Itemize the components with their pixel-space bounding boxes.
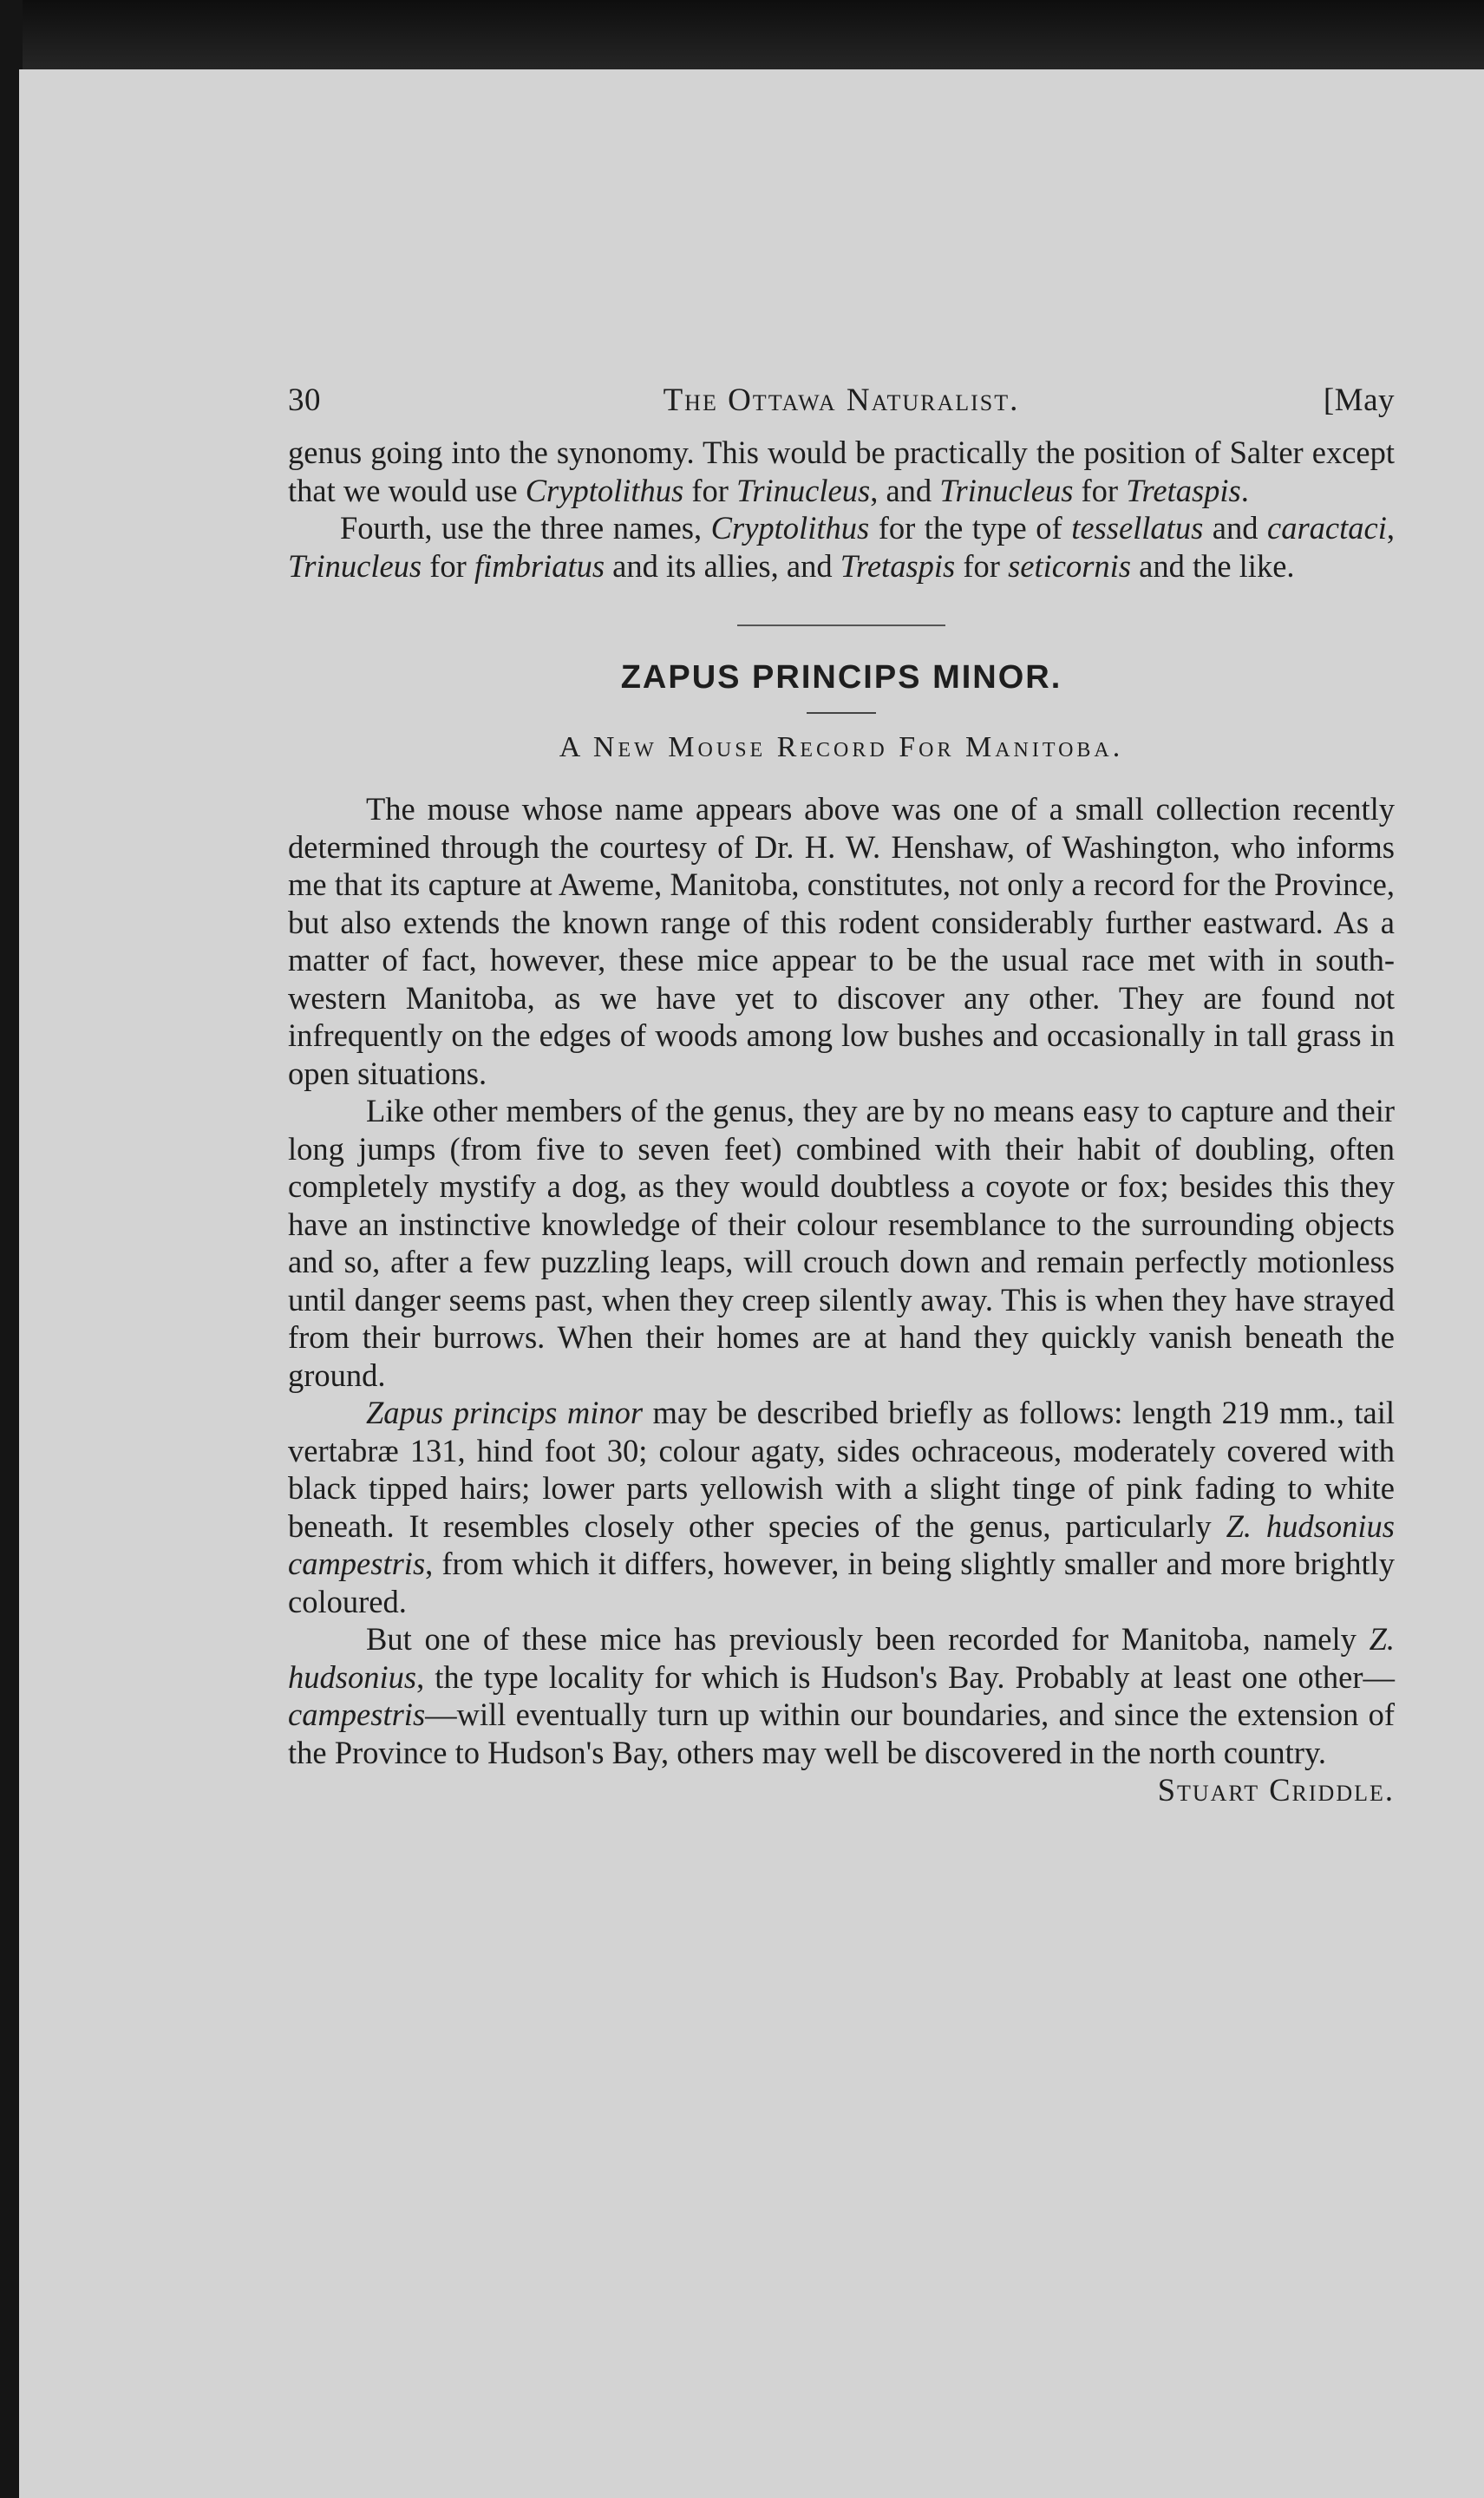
author-signature: Stuart Criddle. [1157,1772,1395,1808]
article-subtitle: A New Mouse Record For Manitoba. [559,731,1124,763]
running-head [288,382,1395,434]
section-divider [737,624,945,626]
article-title: ZAPUS PRINCIPS MINOR. [620,659,1062,696]
prev-article-paragraph-2: Fourth, use the three names, Cryptolithus for the type of tessellatus and caractaci, Trinucleus for fimbriatus and its allies, and Tretaspis for seticornis and the like. [288,510,1395,584]
page-text [288,382,1395,1809]
issue-month: [May [1323,383,1395,418]
page-number: 30 [288,383,321,418]
book-page [19,69,1484,2498]
article-paragraph-1: The mouse whose name appears above was one of a small collection recently determined through the courtesy of Dr. H. W. Henshaw, of Washington, who informs me that its capture at Aweme, Manitoba, constitutes, not only a record for the Province, but also extends the known range of this rodent considerably further eastward. As a matter of fact, however, these mice appear to be the usual race met with in south-western Manitoba, as we have yet to discover any other. They are found not infrequently on the edges of woods among low bushes and occasionally in tall grass in open situations. [288,791,1395,1091]
journal-title: The Ottawa Naturalist. [663,383,1020,418]
article-paragraph-2: Like other members of the genus, they are by no means easy to capture and their long jumps (from five to seven feet) combined with their habit of doubling, often completely mystify a dog, as they would doubtless a coyote or fox; besides this they have an instinctive knowledge of their colour resemblance to the surrounding objects and so, after a few puzzling leaps, will crouch down and remain perfectly motionless until danger seems past, when they creep silently away. This is when they have strayed from their burrows. When their homes are at hand they quickly vanish beneath the ground. [288,1093,1395,1393]
prev-article-paragraph-1: genus going into the synonomy. This would be practically the position of Salter except that we would use Cryptolithus for Trinucleus, and Trinucleus for Tretaspis. [288,435,1395,508]
article-paragraph-3: Zapus princips minor may be described briefly as follows: length 219 mm., tail vertabræ 131, hind foot 30; colour agaty, sides ochraceous, moderately covered with black tipped hairs; lower parts yellowish with a slight tinge of pink fading to white beneath. It resembles closely other species of the genus, particularly Z. hudsonius campestris, from which it differs, however, in being slightly smaller and more brightly coloured. [288,1395,1395,1619]
article-paragraph-4: But one of these mice has previously been recorded for Manitoba, namely Z. hudsonius, the type locality for which is Hudson's Bay. Probably at least one other—campestris—will eventually turn up within our boundaries, and since the extension of the Province to Hudson's Bay, others may well be discovered in the north country. Stuart Criddle. [288,1621,1395,1808]
title-rule [807,712,876,714]
